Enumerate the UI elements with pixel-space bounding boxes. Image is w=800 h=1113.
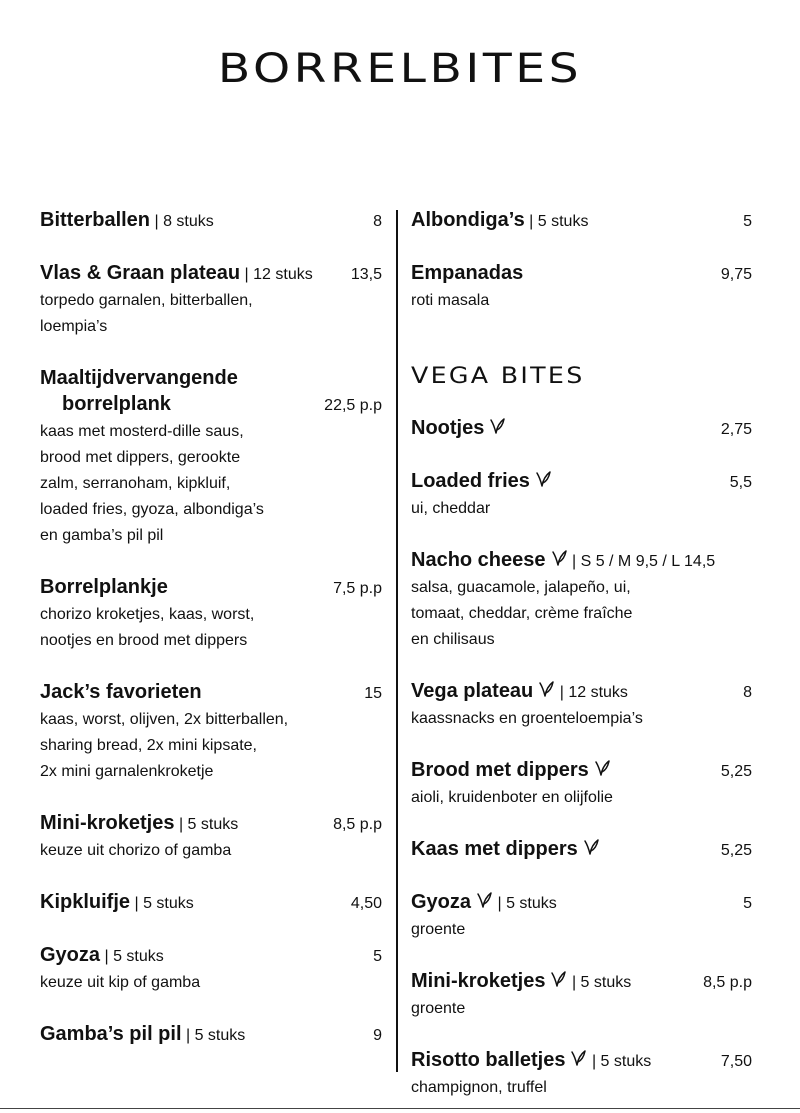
item-note: | 8 stuks [154, 213, 214, 230]
item-name: Vlas & Graan plateau [40, 262, 241, 284]
item-desc-line: ui, cheddar [411, 500, 491, 517]
item-name: Bitterballen [40, 209, 151, 231]
item-price: 9 [373, 1027, 382, 1044]
item-desc-line: groente [411, 921, 466, 938]
item-name: Nacho cheese [411, 549, 546, 571]
menu-item-risotto-balletjes [411, 1047, 752, 1101]
item-desc-line: groente [411, 1000, 466, 1017]
item-name: Vega plateau [411, 680, 534, 702]
item-name-line-2: borrelplank [62, 393, 171, 415]
item-price: 5,5 [729, 474, 752, 491]
item-name: Loaded fries [411, 470, 530, 492]
item-name: Risotto balletjes [411, 1049, 566, 1071]
item-name: Mini-kroketjes [411, 970, 546, 992]
item-desc-line: torpedo garnalen, bitterballen, [40, 292, 253, 309]
item-desc-line: keuze uit chorizo of gamba [40, 842, 232, 859]
menu-title: BORRELBITES [217, 46, 583, 92]
item-desc-line: aioli, kruidenboter en olijfolie [411, 789, 613, 806]
item-price: 7,5 p.p [333, 580, 382, 597]
menu-item-albondigas [411, 207, 752, 235]
menu-item-bitterballen [40, 207, 382, 235]
item-desc-line: nootjes en brood met dippers [40, 632, 248, 649]
menu-item-jacks-favorieten [40, 679, 382, 785]
item-price: 5,25 [720, 763, 752, 780]
item-note: | 5 stuks [178, 816, 239, 833]
menu-item-kaas-met-dippers [411, 836, 752, 864]
item-note: | 5 stuks [497, 895, 557, 912]
item-desc-line: tomaat, cheddar, crème fraîche [411, 605, 633, 622]
item-name: Albondiga’s [411, 209, 525, 231]
item-price: 5 [743, 895, 752, 912]
item-note: | 12 stuks [559, 684, 628, 701]
item-desc-line: brood met dippers, gerookte [40, 449, 241, 466]
vegetarian-leaf-icon [488, 417, 506, 435]
right-column [411, 207, 752, 1101]
menu-item-gyoza-vega [411, 889, 752, 943]
item-price: 15 [364, 685, 382, 702]
item-desc-line: kaas, worst, olijven, 2x bitterballen, [40, 711, 289, 728]
menu-item-gyoza [40, 942, 382, 996]
item-name: Kipkluifje [40, 891, 131, 913]
item-price: 5 [373, 948, 382, 965]
item-price: 22,5 p.p [324, 397, 382, 414]
item-price: 7,50 [720, 1053, 752, 1070]
item-note: | 5 stuks [591, 1053, 652, 1070]
vegetarian-leaf-icon [550, 549, 568, 567]
item-desc-line: loaded fries, gyoza, albondiga’s [40, 501, 264, 518]
vegetarian-leaf-icon [537, 680, 555, 698]
menu-item-empanadas [411, 260, 752, 314]
item-price: 8 [743, 684, 752, 701]
item-desc-line: 2x mini garnalenkroketje [40, 763, 214, 780]
menu-item-kipkluifje [40, 889, 382, 917]
item-note: | 5 stuks [185, 1027, 246, 1044]
item-note: | 5 stuks [104, 948, 164, 965]
vegetarian-leaf-icon [534, 470, 552, 488]
menu-item-nootjes [411, 415, 752, 443]
menu-item-nacho-cheese [411, 547, 752, 653]
item-desc-line: en gamba’s pil pil [40, 527, 164, 544]
column-divider [396, 210, 398, 1072]
menu-item-loaded-fries [411, 468, 752, 522]
vegetarian-leaf-icon [475, 891, 493, 909]
bottom-rule [0, 1108, 800, 1109]
item-desc-line: champignon, truffel [411, 1079, 547, 1096]
item-note: | 5 stuks [571, 974, 632, 991]
item-note: | 5 stuks [529, 213, 589, 230]
item-price: 5 [743, 213, 752, 230]
item-price: 5,25 [720, 842, 752, 859]
vega-section-title: VEGA BITES [411, 364, 585, 389]
item-name: Nootjes [411, 417, 485, 439]
item-price: 8,5 p.p [333, 816, 382, 833]
item-note: | 5 stuks [134, 895, 194, 912]
item-name: Brood met dippers [411, 759, 589, 781]
item-price: 8 [373, 213, 382, 230]
vegetarian-leaf-icon [593, 759, 611, 777]
menu-item-vega-plateau [411, 678, 752, 732]
item-name: Jack’s favorieten [40, 681, 202, 703]
item-desc-line: keuze uit kip of gamba [40, 974, 201, 991]
item-sizes-prices: | S 5 / M 9,5 / L 14,5 [571, 553, 716, 570]
menu-item-gambas-pil-pil [40, 1021, 382, 1049]
item-desc-line: zalm, serranoham, kipkluif, [40, 475, 231, 492]
item-price: 4,50 [350, 895, 382, 912]
item-price: 13,5 [350, 266, 382, 283]
item-desc-line: roti masala [411, 292, 490, 309]
item-desc-line: en chilisaus [411, 631, 495, 648]
menu-item-mini-kroketjes-vega [411, 968, 752, 1022]
item-name: Kaas met dippers [411, 838, 578, 860]
left-column [40, 207, 382, 1049]
item-desc-line: chorizo kroketjes, kaas, worst, [40, 606, 255, 623]
vegetarian-leaf-icon [549, 970, 567, 988]
menu-item-vlas-graan-plateau [40, 260, 382, 340]
vegetarian-leaf-icon [582, 838, 600, 856]
vegetarian-leaf-icon [569, 1049, 587, 1067]
item-price: 2,75 [720, 421, 752, 438]
menu-item-brood-met-dippers [411, 757, 752, 811]
item-name: Gyoza [411, 891, 472, 913]
item-desc-line: kaassnacks en groenteloempia’s [411, 710, 643, 727]
item-desc-line: salsa, guacamole, jalapeño, ui, [411, 579, 631, 596]
item-name: Gyoza [40, 944, 101, 966]
item-desc-line: kaas met mosterd-dille saus, [40, 423, 244, 440]
item-name: Borrelplankje [40, 576, 168, 598]
menu-item-borrelplank [40, 365, 382, 549]
item-price: 9,75 [720, 266, 752, 283]
item-desc-line: sharing bread, 2x mini kipsate, [40, 737, 257, 754]
item-desc-line: loempia’s [40, 318, 108, 335]
item-note: | 12 stuks [244, 266, 313, 283]
menu-item-mini-kroketjes [40, 810, 382, 864]
item-name: Mini-kroketjes [40, 812, 175, 834]
item-name: Gamba’s pil pil [40, 1023, 182, 1045]
item-name: Empanadas [411, 262, 524, 284]
item-name: Maaltijdvervangende [40, 367, 238, 389]
item-price: 8,5 p.p [703, 974, 752, 991]
menu-item-borrelplankje [40, 574, 382, 654]
